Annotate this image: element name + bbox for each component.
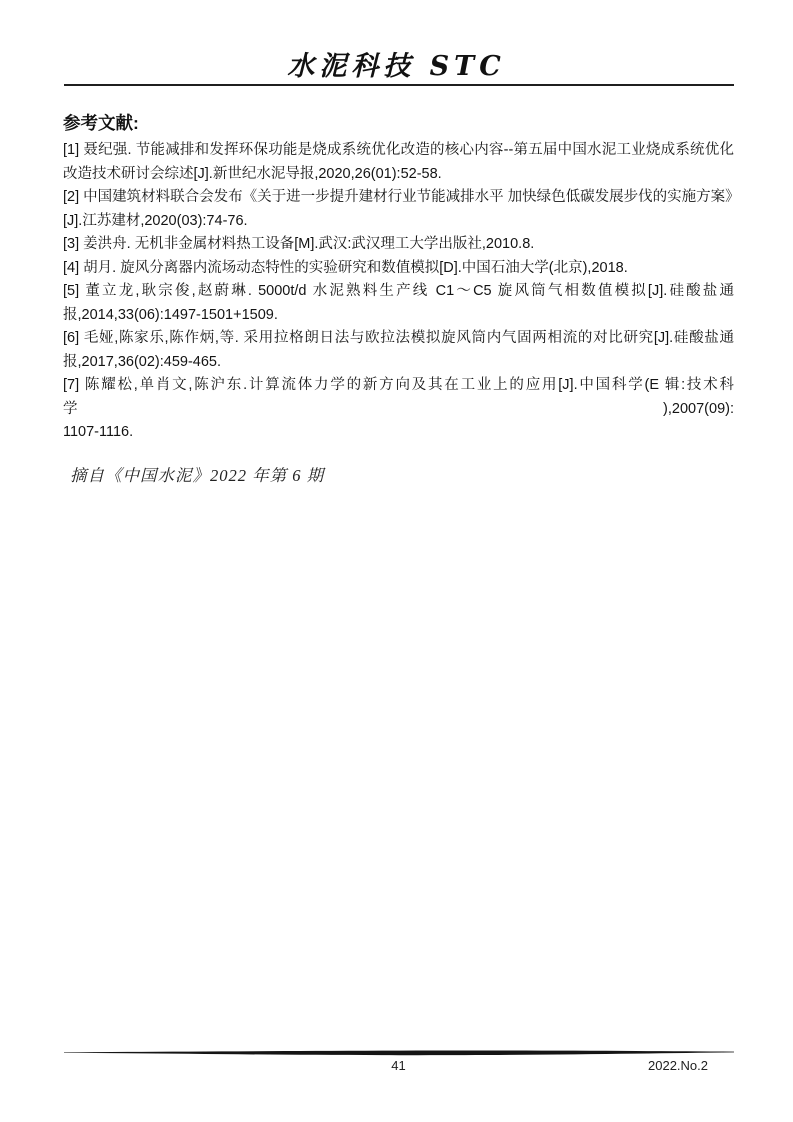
reference-line: 报,2014,33(06):1497-1501+1509. xyxy=(63,306,278,323)
reference-line: [1] 聂纪强. 节能减排和发挥环保功能是烧成系统优化改造的核心内容--第五届中国水泥工业烧成系统优化 xyxy=(63,142,734,158)
reference-item xyxy=(63,139,734,186)
reference-line: [7] 陈耀松,单肖文,陈沪东.计算流体力学的新方向及其在工业上的应用[J].中国科学(E 辑:技术科学),2007(09): xyxy=(63,377,734,417)
reference-item xyxy=(63,233,734,257)
references-heading: 参考文献: xyxy=(63,113,139,133)
reference-line: 1107-1116. xyxy=(63,424,134,440)
reference-line: 改造技术研讨会综述[J].新世纪水泥导报,2020,26(01):52-58. xyxy=(63,165,442,182)
footer-page-number: 41 xyxy=(391,1058,406,1073)
reference-item xyxy=(63,374,734,445)
reference-item xyxy=(63,280,734,327)
reference-line: [6] 毛娅,陈家乐,陈作炳,等. 采用拉格朗日法与欧拉法模拟旋风筒内气固两相流的对比研究[J].硅酸盐通 xyxy=(63,330,734,346)
source-note: 摘自《中国水泥》2022 年第 6 期 xyxy=(70,466,325,485)
reference-line: 报,2017,36(02):459-465. xyxy=(63,353,221,370)
reference-item xyxy=(63,186,740,233)
footer-divider-rule xyxy=(64,1049,734,1058)
page-header-title: 水泥科技 STC xyxy=(287,51,506,82)
header-divider xyxy=(64,84,734,86)
reference-line: [5] 董立龙,耿宗俊,赵蔚琳. 5000t/d 水泥熟料生产线 C1～C5 旋风筒气相数值模拟[J].硅酸盐通 xyxy=(63,283,734,299)
reference-line: [4] 胡月. 旋风分离器内流场动态特性的实验研究和数值模拟[D].中国石油大学(北京),2018. xyxy=(63,259,628,276)
reference-line: [J].江苏建材,2020(03):74-76. xyxy=(63,212,248,229)
reference-item xyxy=(63,257,734,281)
reference-item xyxy=(63,327,734,374)
footer-issue-label: 2022.No.2 xyxy=(648,1058,708,1073)
reference-line: [3] 姜洪舟. 无机非金属材料热工设备[M].武汉:武汉理工大学出版社,2010.8. xyxy=(63,236,535,252)
reference-line: [2] 中国建筑材料联合会发布《关于进一步提升建材行业节能减排水平 加快绿色低碳发展步伐的实施方案》 xyxy=(63,189,740,205)
references-list xyxy=(63,139,740,445)
